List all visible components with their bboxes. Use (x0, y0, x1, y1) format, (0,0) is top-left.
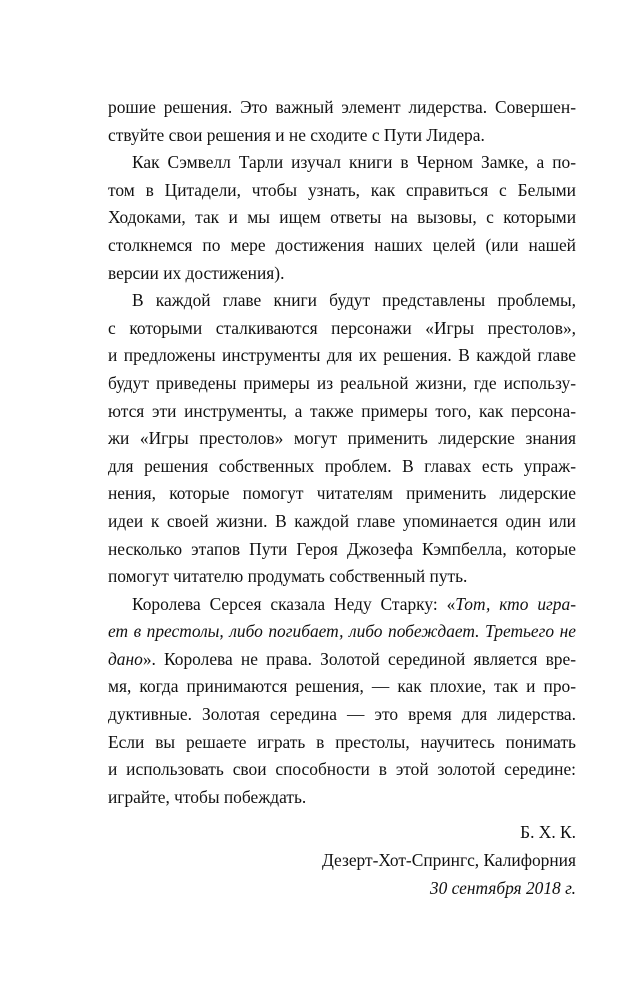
text-line: Ходоками, так и мы ищем ответы на вызовы, с которыми (108, 207, 576, 228)
paragraph-3 (108, 287, 576, 591)
text-line: дуктивные. Золотая середина — это время для лидерства. (108, 704, 576, 725)
text-line: ствуйте свои решения и не сходите с Пути Лидера. (108, 124, 485, 145)
text-line: версии их достижения). (108, 262, 285, 283)
text-line: будут приведены примеры из реальной жизни, где использу- (108, 372, 576, 393)
text-line: и использовать свои способности в этой золотой середине: (108, 759, 576, 780)
signature-place: Дезерт-Хот-Спрингс, Калифорния (321, 850, 576, 871)
text-run: ». Королева не права. Золотой серединой является вре- (142, 648, 576, 669)
text-line (108, 618, 576, 646)
text-line: Если вы решаете играть в престолы, научитесь понимать (108, 731, 576, 752)
page-text (108, 94, 576, 902)
text-line: несколько этапов Пути Героя Джозефа Кэмпбелла, которые (108, 538, 576, 559)
paragraph-1 (108, 94, 576, 149)
text-line: и предложены инструменты для их решения. В каждой главе (108, 345, 576, 366)
text-line: том в Цитадели, чтобы узнать, как справиться с Белыми (108, 179, 576, 200)
text-line: столкнемся по мере достижения наших целей (или нашей (108, 234, 576, 255)
text-line: ются эти инструменты, а также примеры того, как персона- (108, 400, 576, 421)
quote-italic: дано (108, 648, 143, 669)
paragraph-4 (108, 591, 576, 812)
paragraph-2 (108, 149, 576, 287)
text-line: мя, когда принимаются решения, — как плохие, так и про- (108, 676, 576, 697)
signature-date: 30 сентября 2018 г. (429, 877, 576, 898)
text-line: играйте, чтобы побеждать. (108, 786, 307, 807)
text-line: помогут читателю продумать собственный путь. (108, 566, 468, 587)
signature-block (108, 819, 576, 902)
author-initials: Б. Х. К. (520, 822, 576, 843)
text-line: для решения собственных проблем. В главах есть упраж- (108, 455, 576, 476)
text-line: Как Сэмвелл Тарли изучал книги в Черном Замке, а по- (132, 152, 576, 173)
text-line (108, 646, 576, 674)
text-line: нения, которые помогут читателям применить лидерские (108, 483, 576, 504)
text-line: с которыми сталкиваются персонажи «Игры престолов», (108, 317, 576, 338)
text-line: идеи к своей жизни. В каждой главе упоминается один или (108, 510, 576, 531)
text-line: В каждой главе книги будут представлены проблемы, (132, 290, 576, 311)
text-line: рошие решения. Это важный элемент лидерства. Совершен- (108, 97, 576, 117)
text-run: Королева Серсея сказала Неду Старку: « (132, 593, 456, 614)
text-line (108, 591, 576, 619)
text-line: жи «Игры престолов» могут применить лидерские знания (108, 428, 576, 449)
quote-italic: Тот, кто игра- (455, 593, 576, 614)
quote-italic: ет в престолы, либо погибает, либо побеждает. Третьего не (108, 621, 576, 642)
